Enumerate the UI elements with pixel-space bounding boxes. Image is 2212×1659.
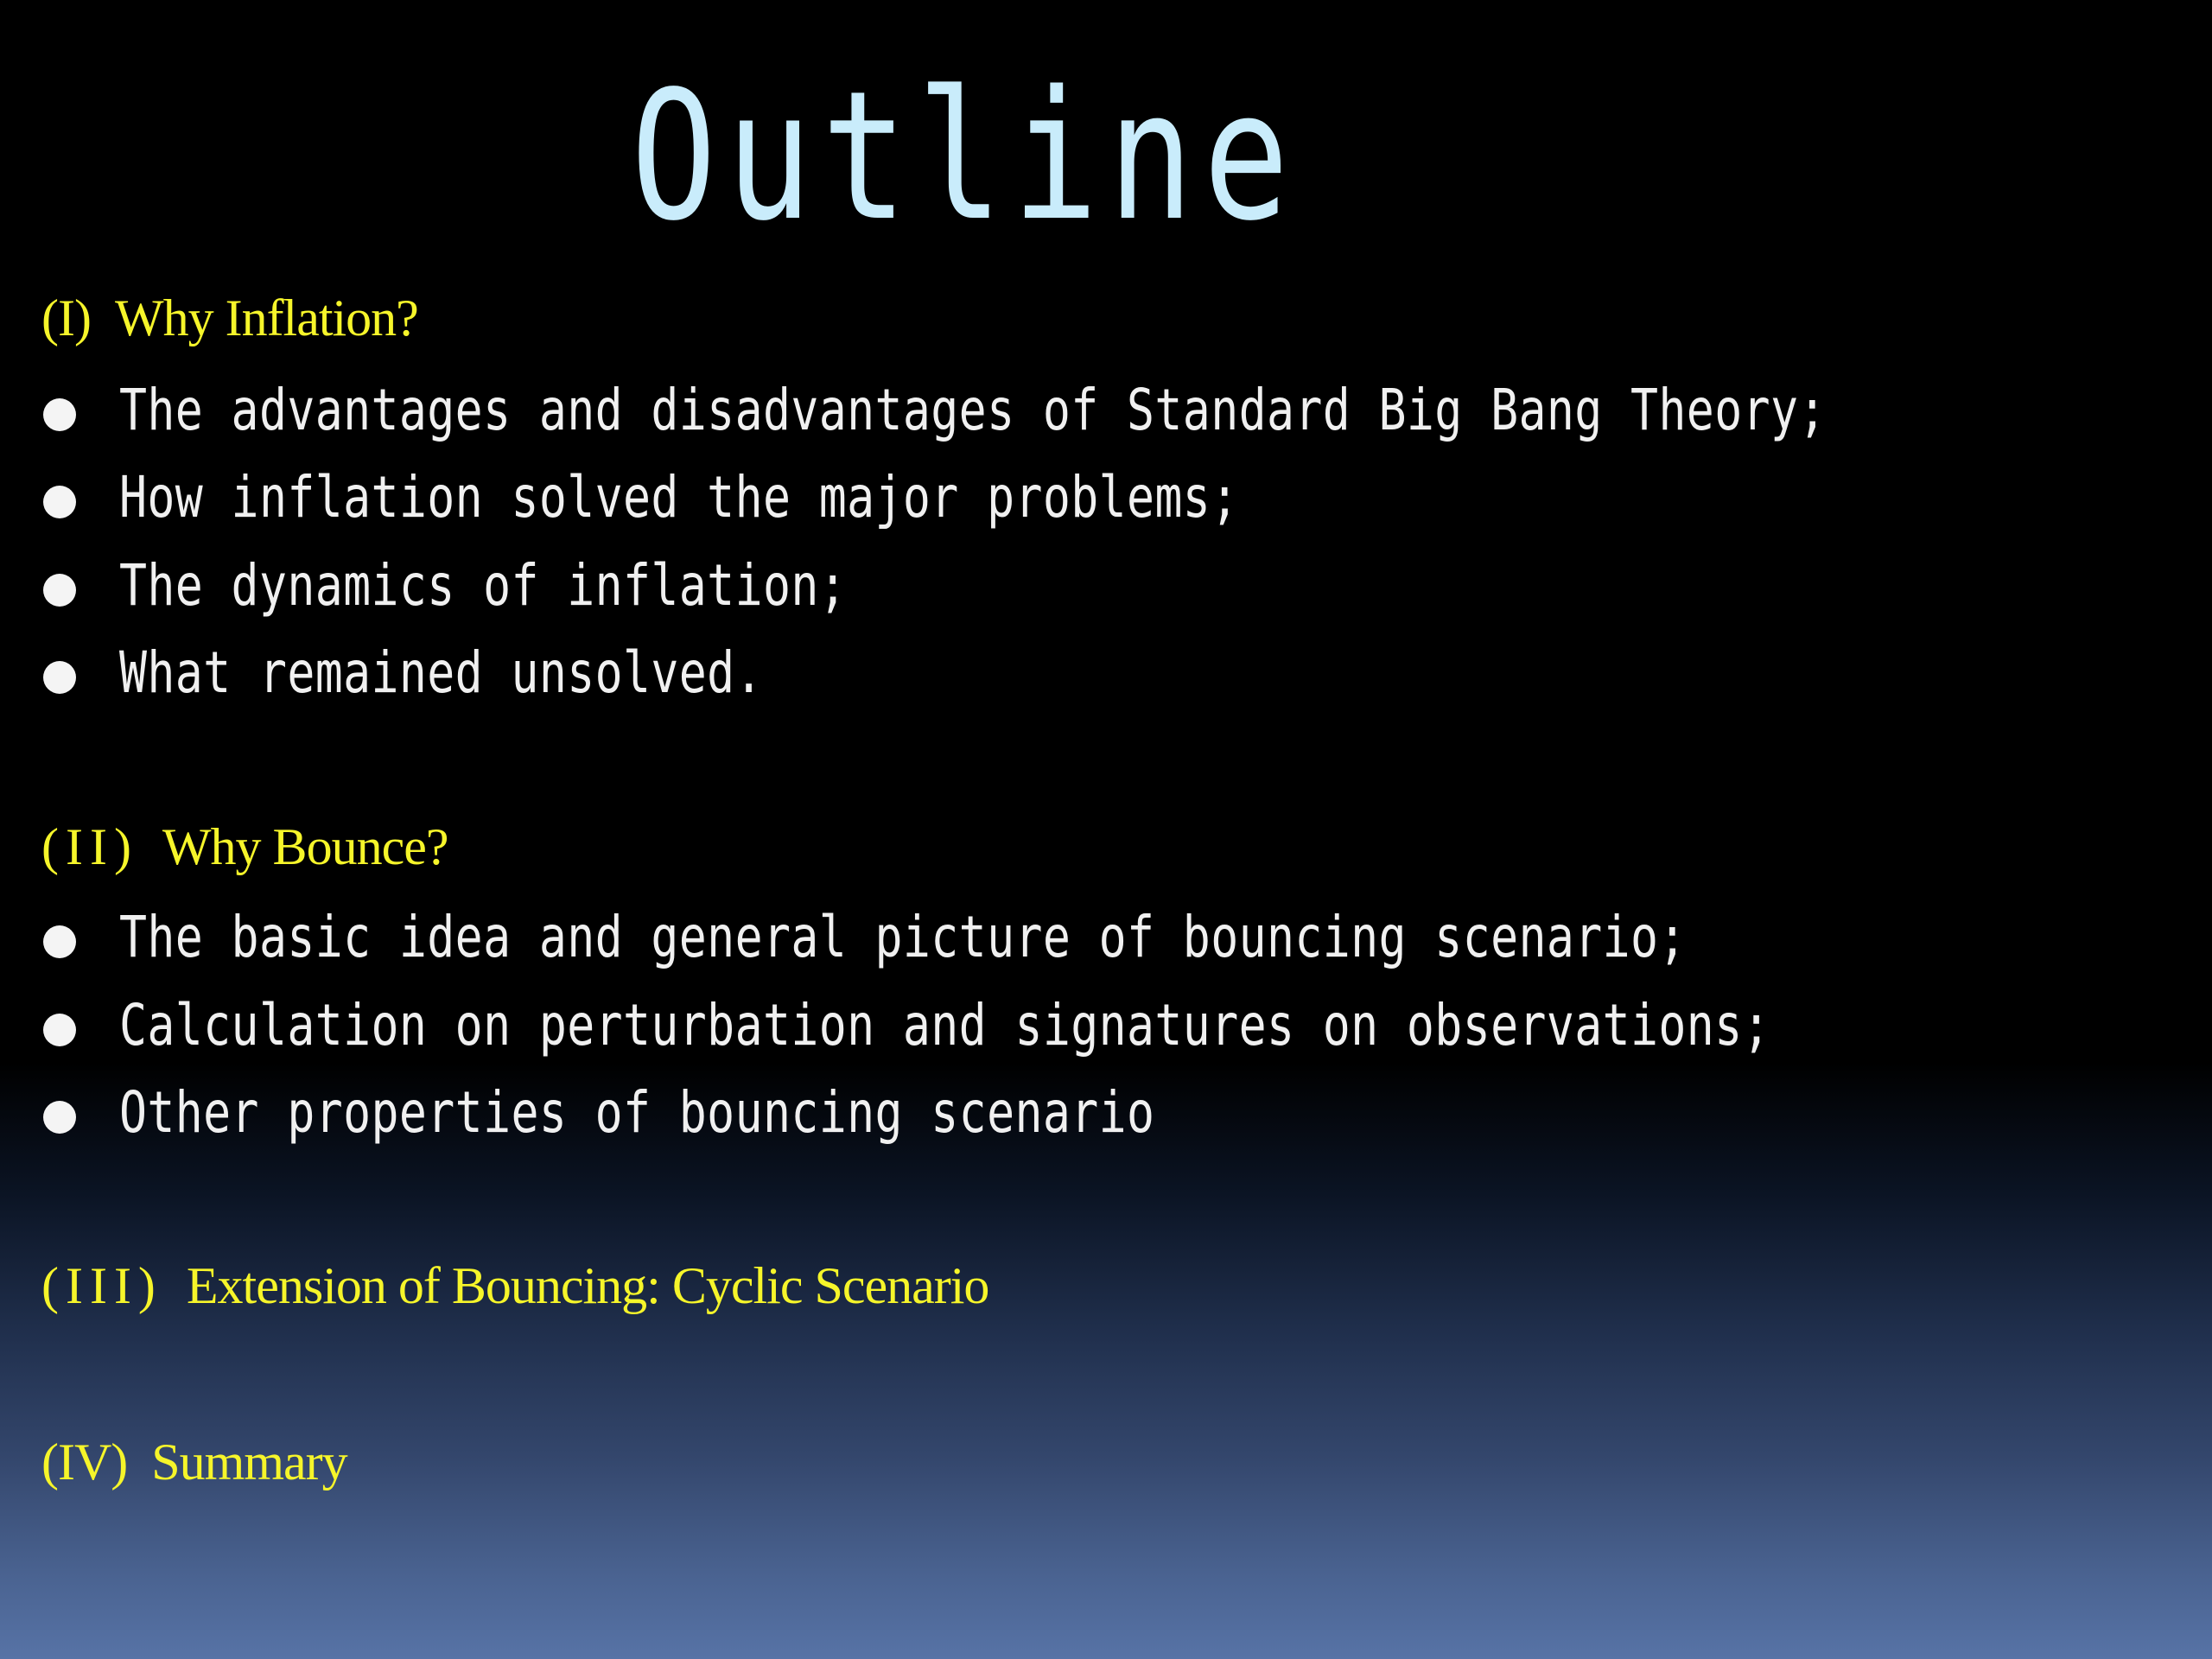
- slide-title: Outline: [631, 53, 1299, 260]
- section-number-4: (IV): [41, 1433, 128, 1491]
- bullet-text: How inflation solved the major problems;: [119, 464, 1239, 531]
- bullet-text: What remained unsolved.: [119, 639, 763, 706]
- section-title-1: Why Inflation?: [114, 289, 418, 346]
- bullet-text: Other properties of bouncing scenario: [119, 1079, 1155, 1146]
- bullet-text: The dynamics of inflation;: [119, 552, 848, 619]
- bullet-icon: [43, 925, 76, 958]
- section-heading-4: [41, 1433, 347, 1491]
- section-number-2: (II): [41, 818, 138, 875]
- section-title-4: Summary: [151, 1433, 347, 1491]
- bullet-icon: [43, 574, 76, 607]
- section-title-3: Extension of Bouncing: Cyclic Scenario: [186, 1257, 989, 1314]
- bullet-icon: [43, 661, 76, 694]
- section-title-2: Why Bounce?: [162, 818, 448, 875]
- bullet-icon: [43, 486, 76, 518]
- section-number-1: (I): [41, 289, 91, 346]
- bullet-text: Calculation on perturbation and signatures on observations;: [119, 992, 1770, 1058]
- section-number-3: (III): [41, 1257, 162, 1314]
- bullet-text: The advantages and disadvantages of Standard Big Bang Theory;: [119, 377, 1827, 443]
- section-heading-2: [41, 818, 448, 875]
- section-heading-3: [41, 1257, 989, 1314]
- bullet-text: The basic idea and general picture of bouncing scenario;: [119, 904, 1687, 970]
- bullet-icon: [43, 1101, 76, 1134]
- section-heading-1: [41, 289, 418, 346]
- bullet-icon: [43, 1014, 76, 1046]
- bullet-icon: [43, 398, 76, 431]
